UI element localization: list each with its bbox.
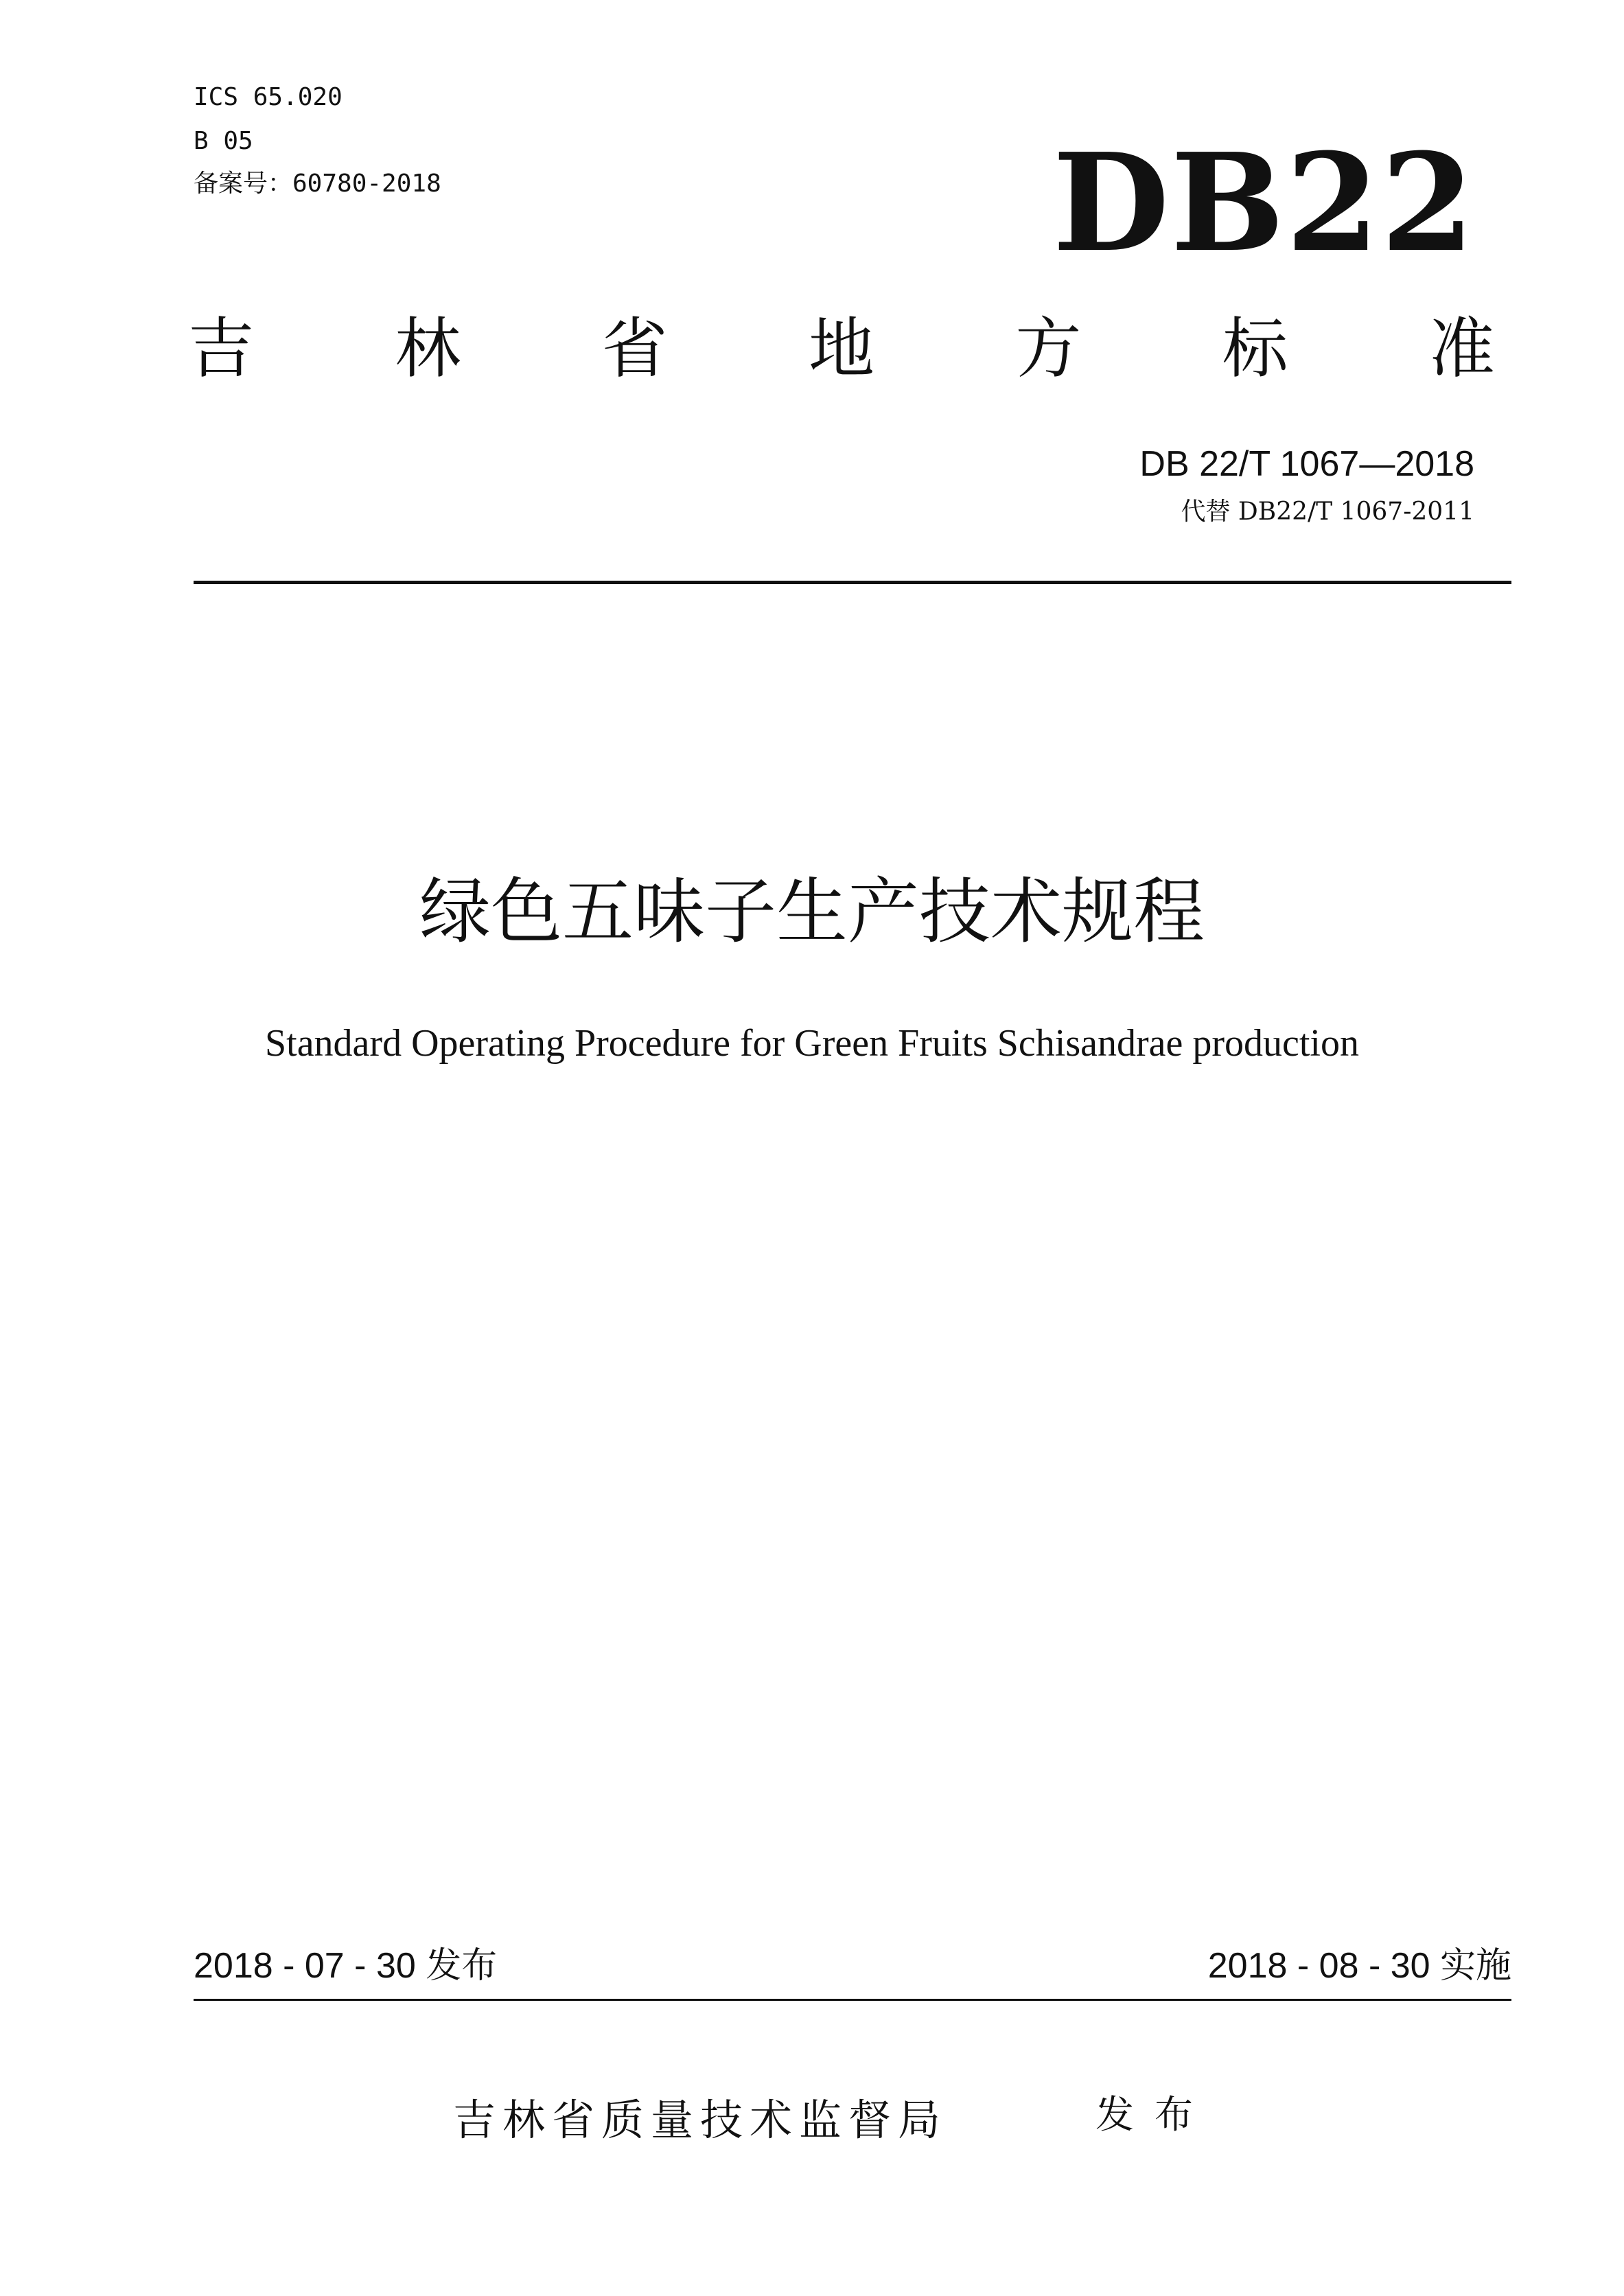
standard-type-char: 准 (1428, 310, 1495, 387)
replaces-note: 代替 DB22/T 1067-2011 (1181, 498, 1474, 526)
classification-code: B 05 (194, 127, 253, 155)
footer-divider (194, 1999, 1511, 2001)
standard-type-char: 标 (1222, 310, 1288, 387)
standard-type-char: 吉 (188, 310, 254, 387)
issue-label: 发布 (1095, 2093, 1214, 2137)
standard-type-heading (188, 310, 1495, 387)
standard-number: DB 22/T 1067—2018 (1139, 444, 1474, 484)
standard-type-char: 省 (601, 310, 668, 387)
standard-type-char: 地 (808, 310, 874, 387)
ics-code: ICS 65.020 (194, 83, 343, 111)
record-number: 备案号：60780-2018 (194, 170, 441, 198)
standard-type-char: 林 (395, 310, 461, 387)
issuing-authority: 吉林省质量技术监督局 (453, 2095, 948, 2145)
header-divider (194, 581, 1511, 584)
issue-date: 2018 - 07 - 30 发布 (194, 1946, 498, 1986)
implementation-date: 2018 - 08 - 30 实施 (1207, 1946, 1511, 1986)
document-title-english: Standard Operating Procedure for Green Fruits Schisandrae production (265, 1022, 1359, 1065)
standard-type-char: 方 (1015, 310, 1082, 387)
standard-code-mark: DB22 (1052, 124, 1476, 282)
document-title: 绿色五味子生产技术规程 (419, 870, 1205, 953)
